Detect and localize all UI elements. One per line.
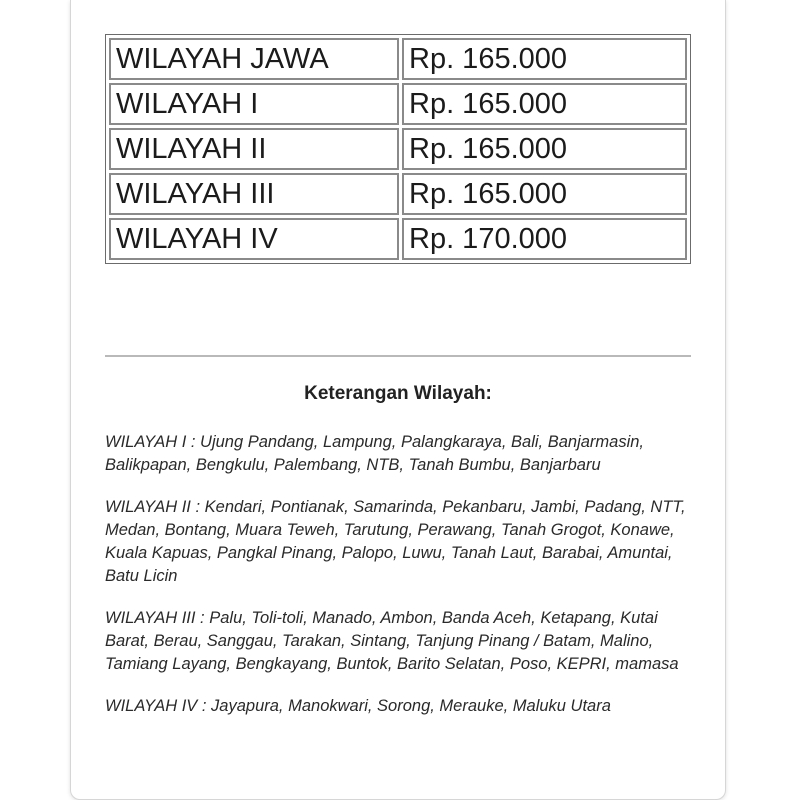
table-row bbox=[109, 173, 687, 215]
legend-item-wilayah-3: WILAYAH III : Palu, Toli-toli, Manado, Ambon, Banda Aceh, Ketapang, Kutai Barat, Berau, Sanggau, Tarakan, Sintang, Tanjung Pinang / Batam, Malino, Tamiang Layang, Bengkayang, Buntok, Barito Selatan, Poso, KEPRI, mamasa bbox=[105, 609, 679, 673]
region-cell: WILAYAH III bbox=[109, 173, 399, 215]
price-cell: Rp. 170.000 bbox=[402, 218, 687, 260]
table-row bbox=[109, 128, 687, 170]
region-cell: WILAYAH JAWA bbox=[109, 38, 399, 80]
table-row bbox=[109, 38, 687, 80]
section-divider bbox=[105, 355, 691, 357]
price-cell: Rp. 165.000 bbox=[402, 83, 687, 125]
legend-title: Keterangan Wilayah: bbox=[304, 383, 492, 404]
region-cell: WILAYAH II bbox=[109, 128, 399, 170]
price-cell: Rp. 165.000 bbox=[402, 128, 687, 170]
price-table bbox=[105, 34, 691, 264]
price-cell: Rp. 165.000 bbox=[402, 38, 687, 80]
price-cell: Rp. 165.000 bbox=[402, 173, 687, 215]
table-row bbox=[109, 218, 687, 260]
region-cell: WILAYAH I bbox=[109, 83, 399, 125]
region-cell: WILAYAH IV bbox=[109, 218, 399, 260]
legend-item-wilayah-4: WILAYAH IV : Jayapura, Manokwari, Sorong, Merauke, Maluku Utara bbox=[105, 697, 611, 715]
region-legend bbox=[105, 431, 691, 737]
legend-item-wilayah-2: WILAYAH II : Kendari, Pontianak, Samarinda, Pekanbaru, Jambi, Padang, NTT, Medan, Bontang, Muara Teweh, Tarutung, Perawang, Tanah Grogot, Konawe, Kuala Kapuas, Pangkal Pinang, Palopo, Luwu, Tanah Laut, Barabai, Amuntai, Batu Licin bbox=[105, 498, 686, 585]
legend-item-wilayah-1: WILAYAH I : Ujung Pandang, Lampung, Palangkaraya, Bali, Banjarmasin, Balikpapan, Bengkulu, Palembang, NTB, Tanah Bumbu, Banjarbaru bbox=[105, 433, 644, 474]
table-row bbox=[109, 83, 687, 125]
